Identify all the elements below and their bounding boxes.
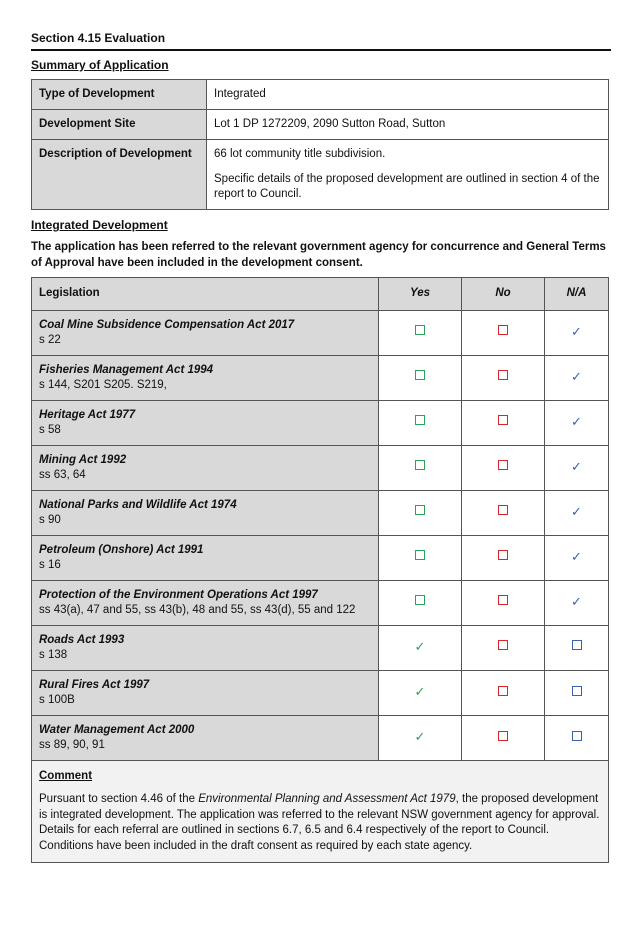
checkbox-icon: [498, 595, 508, 605]
act-name: National Parks and Wildlife Act 1974: [39, 498, 237, 511]
cell-na: [545, 535, 609, 580]
act-section: ss 63, 64: [39, 469, 86, 482]
legislation-cell: [32, 310, 379, 355]
legislation-cell: [32, 400, 379, 445]
section-title: Section 4.15 Evaluation: [31, 30, 611, 51]
act-name: Water Management Act 2000: [39, 723, 195, 736]
act-name: Coal Mine Subsidence Compensation Act 2017: [39, 318, 295, 331]
checkbox-icon: [498, 370, 508, 380]
cell-na: [545, 445, 609, 490]
legislation-row: [32, 625, 609, 670]
summary-value: Integrated: [207, 80, 609, 110]
legislation-row: [32, 355, 609, 400]
legislation-row: [32, 580, 609, 625]
summary-value-line: 66 lot community title subdivision.: [214, 148, 386, 160]
checkbox-icon: [415, 370, 425, 380]
cell-na: [545, 670, 609, 715]
act-section: s 22: [39, 334, 61, 347]
header-legislation: Legislation: [32, 278, 379, 311]
cell-na: [545, 580, 609, 625]
cell-yes: [379, 400, 462, 445]
act-section: s 16: [39, 559, 61, 572]
comment-text-before: Pursuant to section 4.46 of the: [39, 793, 199, 806]
summary-label: Description of Development: [32, 140, 207, 210]
legislation-cell: [32, 535, 379, 580]
header-yes: Yes: [379, 278, 462, 311]
act-section: s 58: [39, 424, 61, 437]
checkbox-icon: [498, 686, 508, 696]
checkbox-icon: [498, 731, 508, 741]
cell-na: [545, 625, 609, 670]
act-section: s 100B: [39, 694, 75, 707]
act-name: Rural Fires Act 1997: [39, 678, 150, 691]
summary-row: [32, 80, 609, 110]
comment-act: Environmental Planning and Assessment Act 1979: [198, 793, 456, 806]
checkbox-icon: [415, 505, 425, 515]
summary-label: Type of Development: [32, 80, 207, 110]
checkmark-icon: ✓: [571, 503, 582, 519]
legislation-cell: [32, 490, 379, 535]
cell-no: [462, 490, 545, 535]
summary-heading: Summary of Application: [31, 58, 169, 72]
act-name: Mining Act 1992: [39, 453, 127, 466]
cell-yes: [379, 535, 462, 580]
checkbox-icon: [498, 640, 508, 650]
checkmark-icon: ✓: [571, 368, 582, 384]
cell-no: [462, 400, 545, 445]
checkmark-icon: ✓: [571, 323, 582, 339]
act-name: Fisheries Management Act 1994: [39, 363, 214, 376]
cell-na: [545, 400, 609, 445]
act-section: s 138: [39, 649, 68, 662]
summary-value-line: Specific details of the proposed development are outlined in section 4 of the report to Council.: [214, 172, 600, 201]
checkbox-icon: [498, 505, 508, 515]
cell-no: [462, 715, 545, 760]
integrated-intro: The application has been referred to the relevant government agency for concurrence and General Terms of Approval have been included in the development consent.: [31, 241, 606, 269]
integrated-heading: Integrated Development: [31, 218, 168, 232]
cell-na: [545, 355, 609, 400]
comment-row: [32, 760, 609, 863]
checkbox-icon: [415, 595, 425, 605]
checkmark-icon: ✓: [571, 458, 582, 474]
act-name: Heritage Act 1977: [39, 408, 136, 421]
cell-no: [462, 670, 545, 715]
act-section: s 144, S201 S205. S219,: [39, 379, 167, 392]
act-name: Petroleum (Onshore) Act 1991: [39, 543, 204, 556]
summary-table: [31, 79, 609, 210]
act-section: ss 43(a), 47 and 55, ss 43(b), 48 and 55, ss 43(d), 55 and 122: [39, 604, 356, 617]
checkmark-icon: ✓: [414, 684, 426, 700]
act-name: Protection of the Environment Operations Act 1997: [39, 588, 318, 601]
comment-heading: Comment: [39, 769, 93, 782]
act-section: s 90: [39, 514, 61, 527]
cell-yes: [379, 355, 462, 400]
checkbox-icon: [498, 460, 508, 470]
cell-yes: [379, 310, 462, 355]
summary-label: Development Site: [32, 110, 207, 140]
checkmark-icon: ✓: [571, 413, 582, 429]
legislation-row: [32, 670, 609, 715]
checkbox-icon: [415, 460, 425, 470]
cell-na: [545, 310, 609, 355]
act-name: Roads Act 1993: [39, 633, 125, 646]
summary-value: Lot 1 DP 1272209, 2090 Sutton Road, Sutton: [207, 110, 609, 140]
cell-yes: [379, 580, 462, 625]
cell-yes: [379, 490, 462, 535]
header-no: No: [462, 278, 545, 311]
cell-no: [462, 580, 545, 625]
checkbox-icon: [415, 550, 425, 560]
legislation-cell: [32, 670, 379, 715]
legislation-cell: [32, 715, 379, 760]
checkbox-icon: [572, 640, 582, 650]
legislation-cell: [32, 580, 379, 625]
checkbox-icon: [415, 415, 425, 425]
cell-na: [545, 715, 609, 760]
cell-yes: [379, 625, 462, 670]
legislation-row: [32, 400, 609, 445]
legislation-cell: [32, 355, 379, 400]
checkbox-icon: [572, 686, 582, 696]
cell-no: [462, 625, 545, 670]
cell-no: [462, 355, 545, 400]
legislation-row: [32, 535, 609, 580]
cell-yes: [379, 715, 462, 760]
checkbox-icon: [498, 550, 508, 560]
summary-row: [32, 140, 609, 210]
legislation-cell: [32, 625, 379, 670]
checkmark-icon: ✓: [571, 548, 582, 564]
summary-row: [32, 110, 609, 140]
legislation-row: [32, 490, 609, 535]
cell-no: [462, 535, 545, 580]
checkbox-icon: [415, 325, 425, 335]
comment-text-after: , the proposed development is integrated development. The application was referred to the relevant NSW government agency for approval. Details for each referral are outlined in sections 6.7, 6.5 and 6.4 respectively of the report to Council. Conditions have been included in the draft consent as required by each state agency.: [39, 793, 600, 852]
cell-na: [545, 490, 609, 535]
header-na: N/A: [545, 278, 609, 311]
checkmark-icon: ✓: [571, 593, 582, 609]
checkbox-icon: [498, 325, 508, 335]
legislation-header-row: [32, 278, 609, 311]
cell-yes: [379, 670, 462, 715]
legislation-table: [31, 277, 609, 863]
comment-cell: [32, 760, 609, 863]
checkmark-icon: ✓: [414, 638, 426, 654]
checkmark-icon: ✓: [414, 729, 426, 745]
summary-value: [207, 140, 609, 210]
legislation-row: [32, 445, 609, 490]
cell-yes: [379, 445, 462, 490]
legislation-row: [32, 310, 609, 355]
checkbox-icon: [498, 415, 508, 425]
legislation-cell: [32, 445, 379, 490]
cell-no: [462, 445, 545, 490]
cell-no: [462, 310, 545, 355]
legislation-row: [32, 715, 609, 760]
act-section: ss 89, 90, 91: [39, 739, 105, 752]
checkbox-icon: [572, 731, 582, 741]
